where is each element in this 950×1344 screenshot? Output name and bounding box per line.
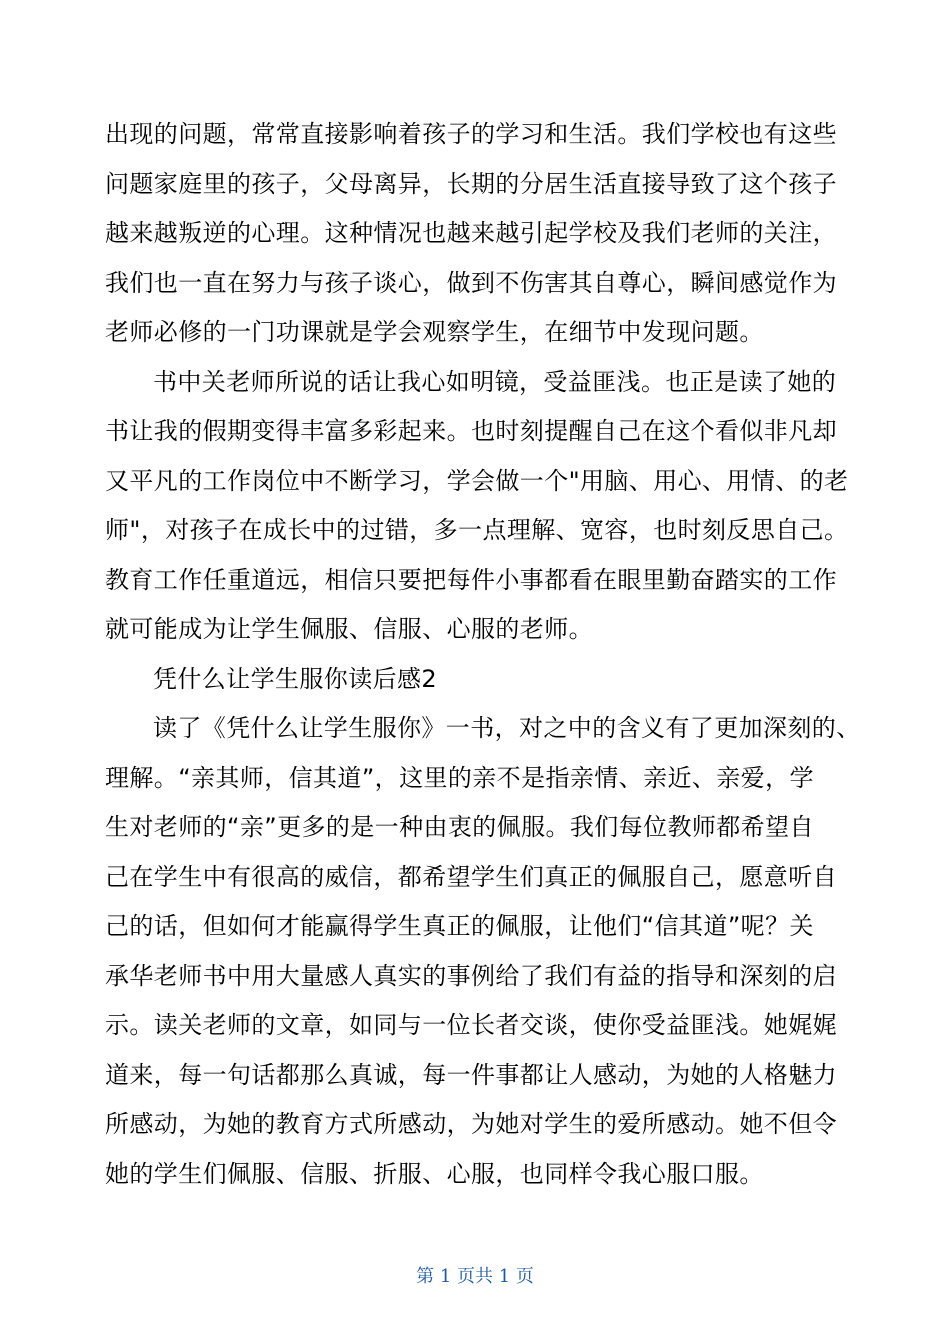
text-line: 理解。“亲其师，信其道”，这里的亲不是指亲情、亲近、亲爱，学 xyxy=(105,763,814,792)
text-line: 所感动，为她的教育方式所感动，为她对学生的爱所感动。她不但令 xyxy=(105,1110,837,1138)
text-line: 承华老师书中用大量感人真实的事例给了我们有益的指导和深刻的启 xyxy=(105,961,837,990)
text-line: 读了《凭什么让学生服你》一书，对之中的含义有了更加深刻的、 xyxy=(153,714,861,742)
text-line: 道来，每一句话都那么真诚，每一件事都让人感动，为她的人格魅力 xyxy=(105,1060,837,1089)
text-line: 就可能成为让学生佩服、信服、心服的老师。 xyxy=(105,615,593,643)
text-line: 生对老师的“亲”更多的是一种由衷的佩服。我们每位教师都希望自 xyxy=(105,813,814,841)
text-line: 教育工作任重道远，相信只要把每件小事都看在眼里勤奋踏实的工作 xyxy=(105,565,837,594)
text-line: 问题家庭里的孩子，父母离异，长期的分居生活直接导致了这个孩子 xyxy=(105,169,837,198)
text-line: 我们也一直在努力与孩子谈心，做到不伤害其自尊心，瞬间感觉作为 xyxy=(105,268,837,297)
text-line: 出现的问题，常常直接影响着孩子的学习和生活。我们学校也有这些 xyxy=(105,120,837,148)
text-line: 她的学生们佩服、信服、折服、心服，也同样令我心服口服。 xyxy=(105,1159,764,1188)
text-line: 己的话，但如何才能赢得学生真正的佩服，让他们“信其道”呢？关 xyxy=(105,912,814,940)
page-footer: 第 1 页共 1 页 xyxy=(416,1266,534,1287)
text-line: 示。读关老师的文章，如同与一位长者交谈，使你受益匪浅。她娓娓 xyxy=(105,1011,837,1039)
text-line: 师"，对孩子在成长中的过错，多一点理解、宽容，也时刻反思自己。 xyxy=(105,516,849,544)
text-line: 书中关老师所说的话让我心如明镜，受益匪浅。也正是读了她的 xyxy=(153,367,837,396)
section-heading: 凭什么让学生服你读后感2 xyxy=(153,664,438,693)
text-line: 书让我的假期变得丰富多彩起来。也时刻提醒自己在这个看似非凡却 xyxy=(105,417,837,445)
text-line: 越来越叛逆的心理。这种情况也越来越引起学校及我们老师的关注， xyxy=(105,219,837,247)
text-line: 老师必修的一门功课就是学会观察学生，在细节中发现问题。 xyxy=(105,318,764,346)
document-body xyxy=(105,110,861,1199)
text-line: 又平凡的工作岗位中不断学习，学会做一个"用脑、用心、用情、的老 xyxy=(105,466,849,495)
text-line: 己在学生中有很高的威信，都希望学生们真正的佩服自己，愿意听自 xyxy=(105,862,837,891)
